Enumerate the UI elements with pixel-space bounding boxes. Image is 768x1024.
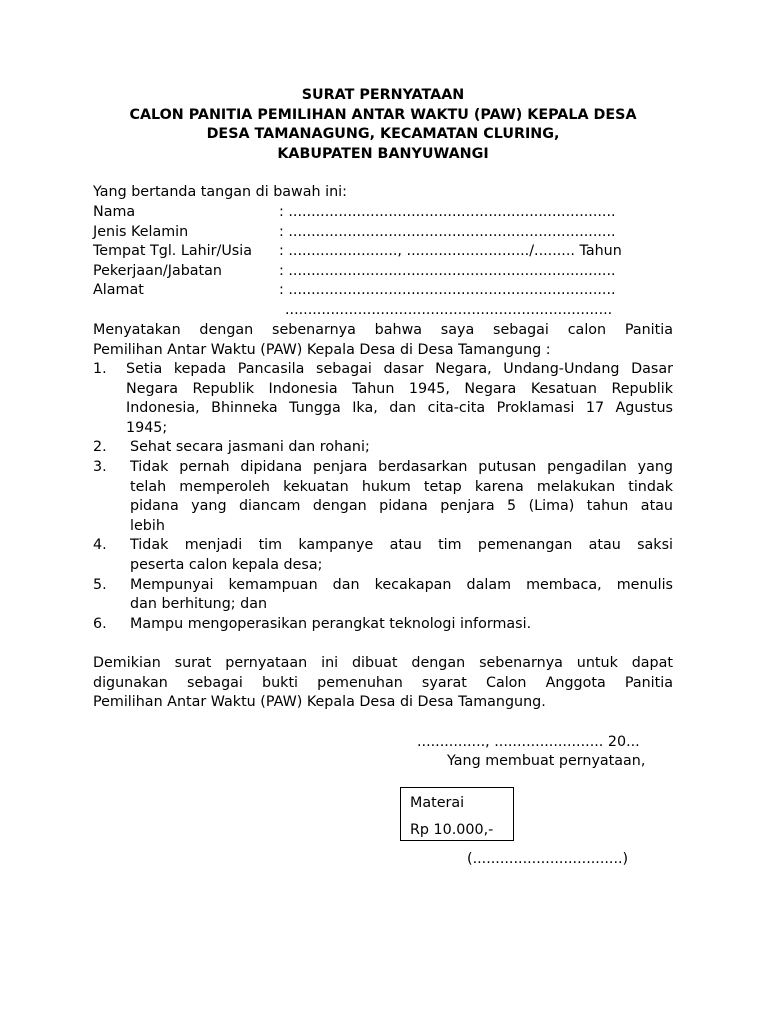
list-item (93, 536, 673, 575)
list-line: telah memperoleh kekuatan hukum tetap karena melakukan tindak (130, 478, 673, 495)
list-line: Sehat secara jasmani dan rohani; (130, 439, 370, 456)
declaration-paragraph (93, 321, 673, 360)
field-alamat-continued (93, 301, 673, 321)
requirements-list (93, 360, 673, 634)
field-value: : ........................, .........................../......... Tahun (279, 243, 622, 260)
list-line: Setia kepada Pancasila sebagai dasar Negara, Undang-Undang Dasar (126, 361, 673, 377)
list-number: 2. (93, 439, 107, 456)
field-label: Tempat Tgl. Lahir/Usia (93, 243, 252, 260)
stamp-label: Materai (410, 795, 465, 811)
list-item (93, 576, 673, 615)
field-value: : ........................................................................ (279, 282, 616, 299)
list-number: 5. (93, 576, 107, 593)
title-line-4: KABUPATEN BANYUWANGI (277, 145, 489, 162)
field-label: Nama (93, 204, 136, 220)
field-pekerjaan (93, 262, 673, 282)
list-item (93, 615, 673, 635)
list-item (93, 360, 673, 438)
declaration-line-2: Pemilihan Antar Waktu (PAW) Kepala Desa di Desa Tamangung : (93, 341, 551, 358)
field-value: : ........................................................................ (279, 223, 616, 240)
list-number: 3. (93, 458, 107, 475)
list-line: pidana yang diancam dengan pidana penjara 5 (Lima) tahun atau (130, 498, 673, 515)
intro-text: Yang bertanda tangan di bawah ini: (93, 184, 347, 200)
field-label: Pekerjaan/Jabatan (93, 262, 222, 279)
list-item (93, 458, 673, 536)
field-value: : ........................................................................ (279, 262, 616, 279)
list-line: lebih (130, 517, 165, 534)
list-line: 1945; (126, 419, 168, 436)
list-line: Indonesia, Bhinneka Tungga Ika, dan cita-cita Proklamasi 17 Agustus (126, 400, 673, 417)
closing-line-3: Pemilihan Antar Waktu (PAW) Kepala Desa di Desa Tamangung. (93, 694, 546, 711)
list-line: Mampu mengoperasikan perangkat teknologi informasi. (130, 615, 532, 632)
list-number: 1. (93, 361, 107, 377)
document-title (93, 86, 673, 164)
list-number: 6. (93, 615, 107, 632)
list-number: 4. (93, 537, 107, 554)
identity-fields (93, 203, 673, 321)
list-line: peserta calon kepala desa; (130, 556, 323, 573)
title-line-3: DESA TAMANAGUNG, KECAMATAN CLURING, (206, 126, 560, 142)
list-line: dan berhitung; dan (130, 596, 268, 613)
field-nama (93, 203, 673, 223)
field-tempat-tgl-lahir (93, 242, 673, 262)
field-value: ........................................................................ (285, 301, 613, 318)
declaration-line-1: Menyatakan dengan sebenarnya bahwa saya sebagai calon Panitia (93, 322, 673, 338)
list-item (93, 438, 673, 458)
list-line: Tidak menjadi tim kampanye atau tim pemenangan atau saksi (130, 537, 673, 554)
list-line: Negara Republik Indonesia Tahun 1945, Negara Kesatuan Republik (126, 380, 673, 397)
place-date: ..............., ........................ 20... (417, 734, 640, 750)
closing-paragraph (93, 654, 673, 713)
title-line-2: CALON PANITIA PEMILIHAN ANTAR WAKTU (PAW) KEPALA DESA (129, 106, 637, 123)
stamp-value: Rp 10.000,- (410, 822, 494, 838)
signature-maker: Yang membuat pernyataan, (447, 753, 646, 769)
title-line-1: SURAT PERNYATAAN (301, 87, 465, 103)
materai-stamp-box (400, 787, 514, 841)
field-jenis-kelamin (93, 223, 673, 243)
closing-line-2: digunakan sebagai bukti pemenuhan syarat Calon Anggota Panitia (93, 674, 673, 691)
signatory-name: (.................................) (467, 851, 629, 867)
field-label: Jenis Kelamin (93, 223, 189, 240)
field-value: : ........................................................................ (279, 204, 616, 220)
field-alamat (93, 281, 673, 301)
closing-line-1: Demikian surat pernyataan ini dibuat dengan sebenarnya untuk dapat (93, 655, 673, 671)
list-line: Mempunyai kemampuan dan kecakapan dalam membaca, menulis (130, 576, 673, 593)
list-line: Tidak pernah dipidana penjara berdasarkan putusan pengadilan yang (130, 458, 673, 475)
field-label: Alamat (93, 282, 144, 299)
